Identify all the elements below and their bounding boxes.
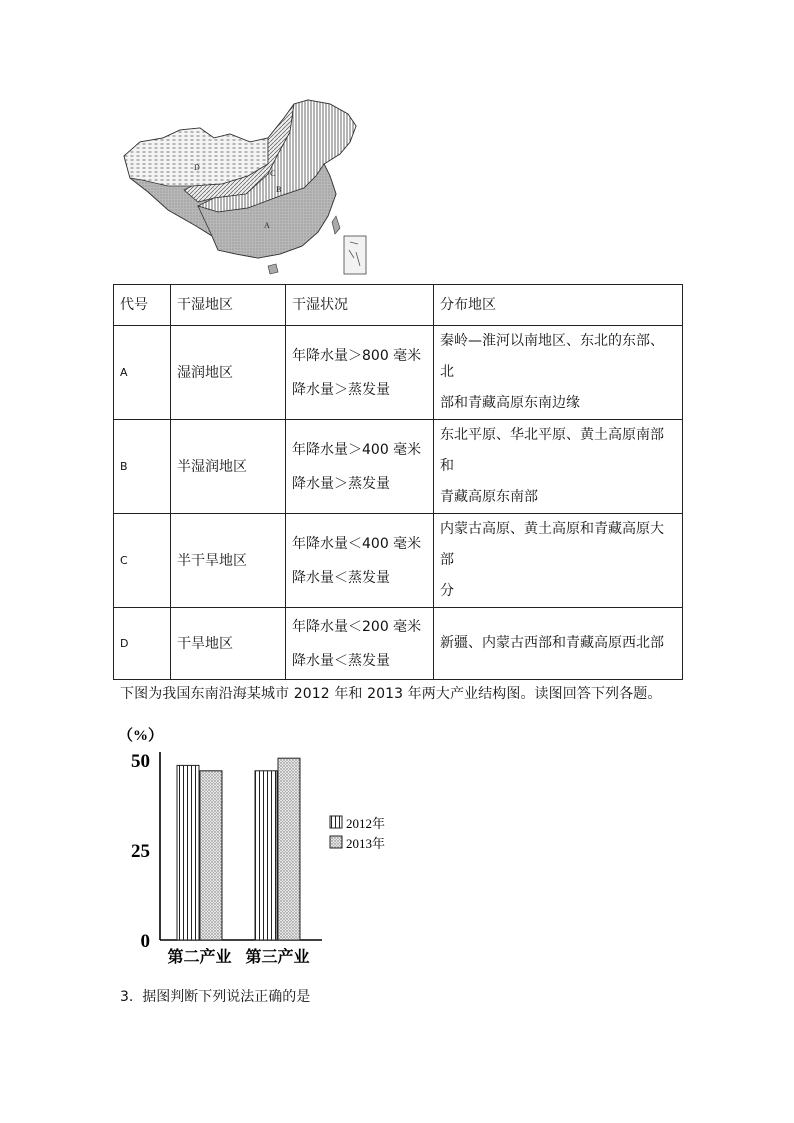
bar-2013-1 bbox=[278, 758, 300, 940]
question-number: 3. bbox=[120, 989, 134, 1005]
row-distribution: 内蒙古高原、黄土高原和青藏高原大部 分 bbox=[434, 514, 683, 608]
zone-label-a: A bbox=[264, 221, 270, 230]
row-status: 年降水量＞800 毫米 降水量＞蒸发量 bbox=[286, 326, 434, 420]
taiwan-island bbox=[332, 216, 340, 234]
hainan-island bbox=[268, 264, 278, 274]
legend-label-0: 2012年 bbox=[346, 816, 386, 831]
legend-label-1: 2013年 bbox=[346, 836, 386, 851]
row-distribution: 新疆、内蒙古西部和青藏高原西北部 bbox=[434, 608, 683, 680]
bar-2012-0 bbox=[177, 765, 199, 940]
row-status: 年降水量＜200 毫米 降水量＜蒸发量 bbox=[286, 608, 434, 680]
row-region: 半湿润地区 bbox=[171, 420, 286, 514]
table-row bbox=[114, 514, 683, 608]
legend-swatch-1 bbox=[330, 836, 342, 848]
row-region: 干旱地区 bbox=[171, 608, 286, 680]
row-code: C bbox=[114, 514, 171, 608]
row-status: 年降水量＜400 毫米 降水量＜蒸发量 bbox=[286, 514, 434, 608]
y-tick-label: 50 bbox=[131, 751, 150, 772]
dry-wet-zone-table bbox=[113, 284, 683, 680]
row-distribution: 秦岭—淮河以南地区、东北的东部、北 部和青藏高原东南边缘 bbox=[434, 326, 683, 420]
row-code: D bbox=[114, 608, 171, 680]
question-3 bbox=[120, 986, 310, 1006]
x-category-label: 第三产业 bbox=[245, 949, 310, 966]
bar-2012-1 bbox=[255, 771, 277, 940]
industry-structure-chart bbox=[118, 720, 418, 970]
y-axis-unit: （%） bbox=[118, 728, 164, 744]
row-distribution: 东北平原、华北平原、黄土高原南部和 青藏高原东南部 bbox=[434, 420, 683, 514]
china-dry-wet-zones-map bbox=[118, 98, 368, 280]
row-status: 年降水量＞400 毫米 降水量＞蒸发量 bbox=[286, 420, 434, 514]
table-header-row bbox=[114, 285, 683, 326]
intro-text: 下图为我国东南沿海某城市 2012 年和 2013 年两大产业结构图。读图回答下列各题。 bbox=[120, 686, 662, 702]
x-category-label: 第二产业 bbox=[167, 949, 232, 966]
table-row bbox=[114, 608, 683, 680]
zone-label-c: C bbox=[270, 169, 276, 178]
south-sea-inset bbox=[344, 236, 366, 274]
header-status: 干湿状况 bbox=[286, 285, 434, 326]
row-code: A bbox=[114, 326, 171, 420]
legend-swatch-0 bbox=[330, 816, 342, 828]
header-distribution: 分布地区 bbox=[434, 285, 683, 326]
question-text: 据图判断下列说法正确的是 bbox=[142, 989, 311, 1005]
zone-label-b: B bbox=[276, 185, 282, 194]
y-tick-label: 25 bbox=[131, 841, 150, 862]
row-code: B bbox=[114, 420, 171, 514]
bar-2013-0 bbox=[200, 771, 222, 940]
row-region: 半干旱地区 bbox=[171, 514, 286, 608]
table-row bbox=[114, 326, 683, 420]
header-region: 干湿地区 bbox=[171, 285, 286, 326]
header-code: 代号 bbox=[114, 285, 171, 326]
y-tick-label: 0 bbox=[140, 931, 150, 952]
zone-label-d: D bbox=[194, 163, 200, 172]
row-region: 湿润地区 bbox=[171, 326, 286, 420]
table-row bbox=[114, 420, 683, 514]
